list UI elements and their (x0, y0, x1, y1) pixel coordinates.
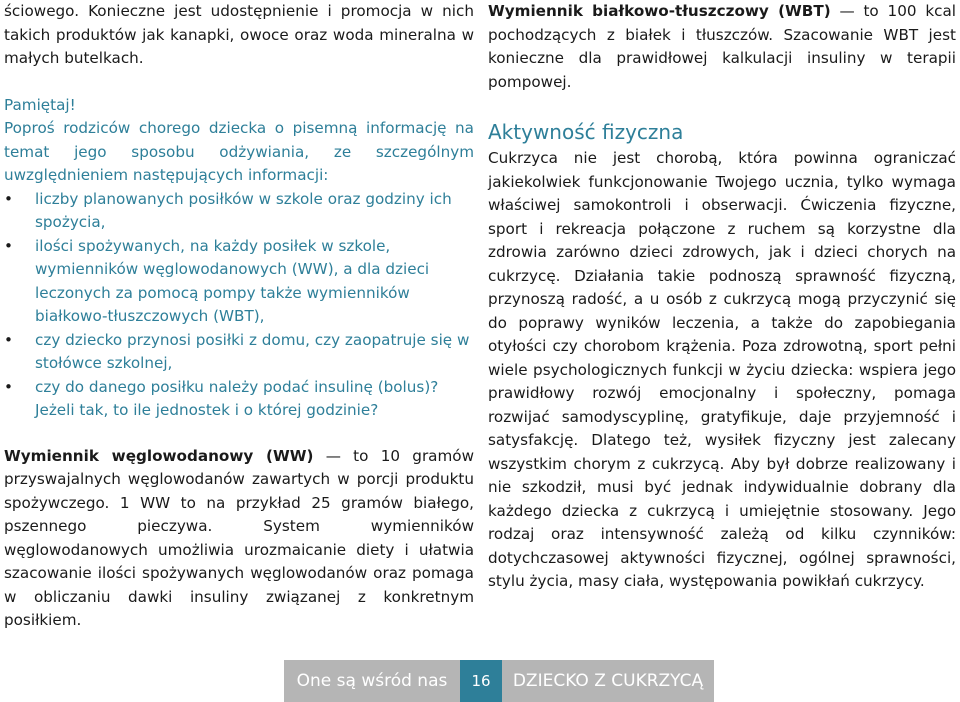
ww-definition (4, 445, 474, 633)
page-number: 16 (460, 660, 502, 702)
ww-term: Wymiennik węglowodanowy (WW) (4, 446, 314, 465)
intro-paragraph: ściowego. Konieczne jest udostępnienie i promocja w nich takich produktów jak kanapki, owoce oraz woda mineralna w małych butelkach. (4, 2, 474, 67)
list-item: • liczby planowanych posiłków w szkole oraz godziny ich spożycia, (4, 188, 474, 235)
right-column (488, 0, 956, 594)
physical-activity-text: Cukrzyca nie jest chorobą, która powinna ograniczać jakiekolwiek funkcjonowanie Twojego ucznia, tylko wymaga właściwej samokontroli i obserwacji. Ćwiczenia fizyczne, sport i rekreacja połączone z ruchem są korzystne dla zdrowia zarówno dzieci zdrowych, jak i dzieci chorych na cukrzycę. Działania takie podnoszą sprawność fizyczną, przynoszą radość, a u osób z cukrzycą mogą przyczynić się do poprawy wyników leczenia, a także do zapobiegania otyłości czy chorobom krążenia. Poza zdrowotną, sport pełni wiele psychologicznych funkcji w życiu dziecka: wspiera jego prawidłowy rozwój emocjonalny i społeczny, pomaga rozwijać samodyscyplinę, gratyfikuje, daje przyjemność i satysfakcję. Dlatego też, wysiłek fizyczny jest zalecany wszystkim chorym z cukrzycą. Aby był dobrze realizowany i nie szkodził, musi być jednak indywidualnie dobrany dla każdego dziecka z cukrzycą i umiejętnie stosowany. Jego rodzaj oraz intensywność zależą od kilku czynników: dotychczasowej aktywności fizycznej, ogólnej sprawności, stylu życia, masy ciała, występowania powikłań cukrzycy. (488, 149, 956, 590)
remember-text: Poproś rodziców chorego dziecka o pisemną informację na temat jego sposobu odżywiania, ze szczególnym uwzględnieniem następujących informacji: (4, 119, 474, 184)
list-item: • czy dziecko przynosi posiłki z domu, czy zaopatruje się w stołówce szkolnej, (4, 329, 474, 376)
remember-heading: Pamiętaj! (4, 95, 76, 114)
ww-text: — to 10 gramów przyswajalnych węglowodanów zawartych w porcji produktu spożywczego. 1 WW to na przykład 25 gramów białego, pszennego pieczywa. System wymienników węglowodanowych umożliwia urozmaicanie diety i ułatwia szacowanie ilości spożywanych węglowodanów oraz pomaga w obliczaniu dawki insuliny związanej z konkretnym posiłkiem. (4, 446, 474, 629)
section-heading: Aktywność fizyczna (488, 120, 684, 144)
wbt-term: Wymiennik białkowo-tłuszczowy (WBT) (488, 2, 831, 20)
list-item: • czy do danego posiłku należy podać insulinę (bolus)? Jeżeli tak, to ile jednostek i o której godzinie? (4, 376, 474, 423)
left-column (4, 0, 474, 633)
wbt-definition (488, 0, 956, 94)
footer-book-title: DZIECKO Z CUKRZYCĄ (502, 660, 714, 702)
page-footer (284, 660, 714, 702)
footer-series-title: One są wśród nas (284, 660, 460, 702)
list-item: • ilości spożywanych, na każdy posiłek w szkole, wymienników węglowodanowych (WW), a dla dzieci leczonych za pomocą pompy także wymienników białkowo-tłuszczowych (WBT), (4, 235, 474, 329)
wbt-text: — to 100 kcal pochodzących z białek i tłuszczów. Szacowanie WBT jest konieczne dla prawidłowej kalkulacji insuliny w terapii pompowej. (488, 2, 956, 91)
remember-list (4, 188, 474, 423)
remember-box (4, 94, 474, 423)
